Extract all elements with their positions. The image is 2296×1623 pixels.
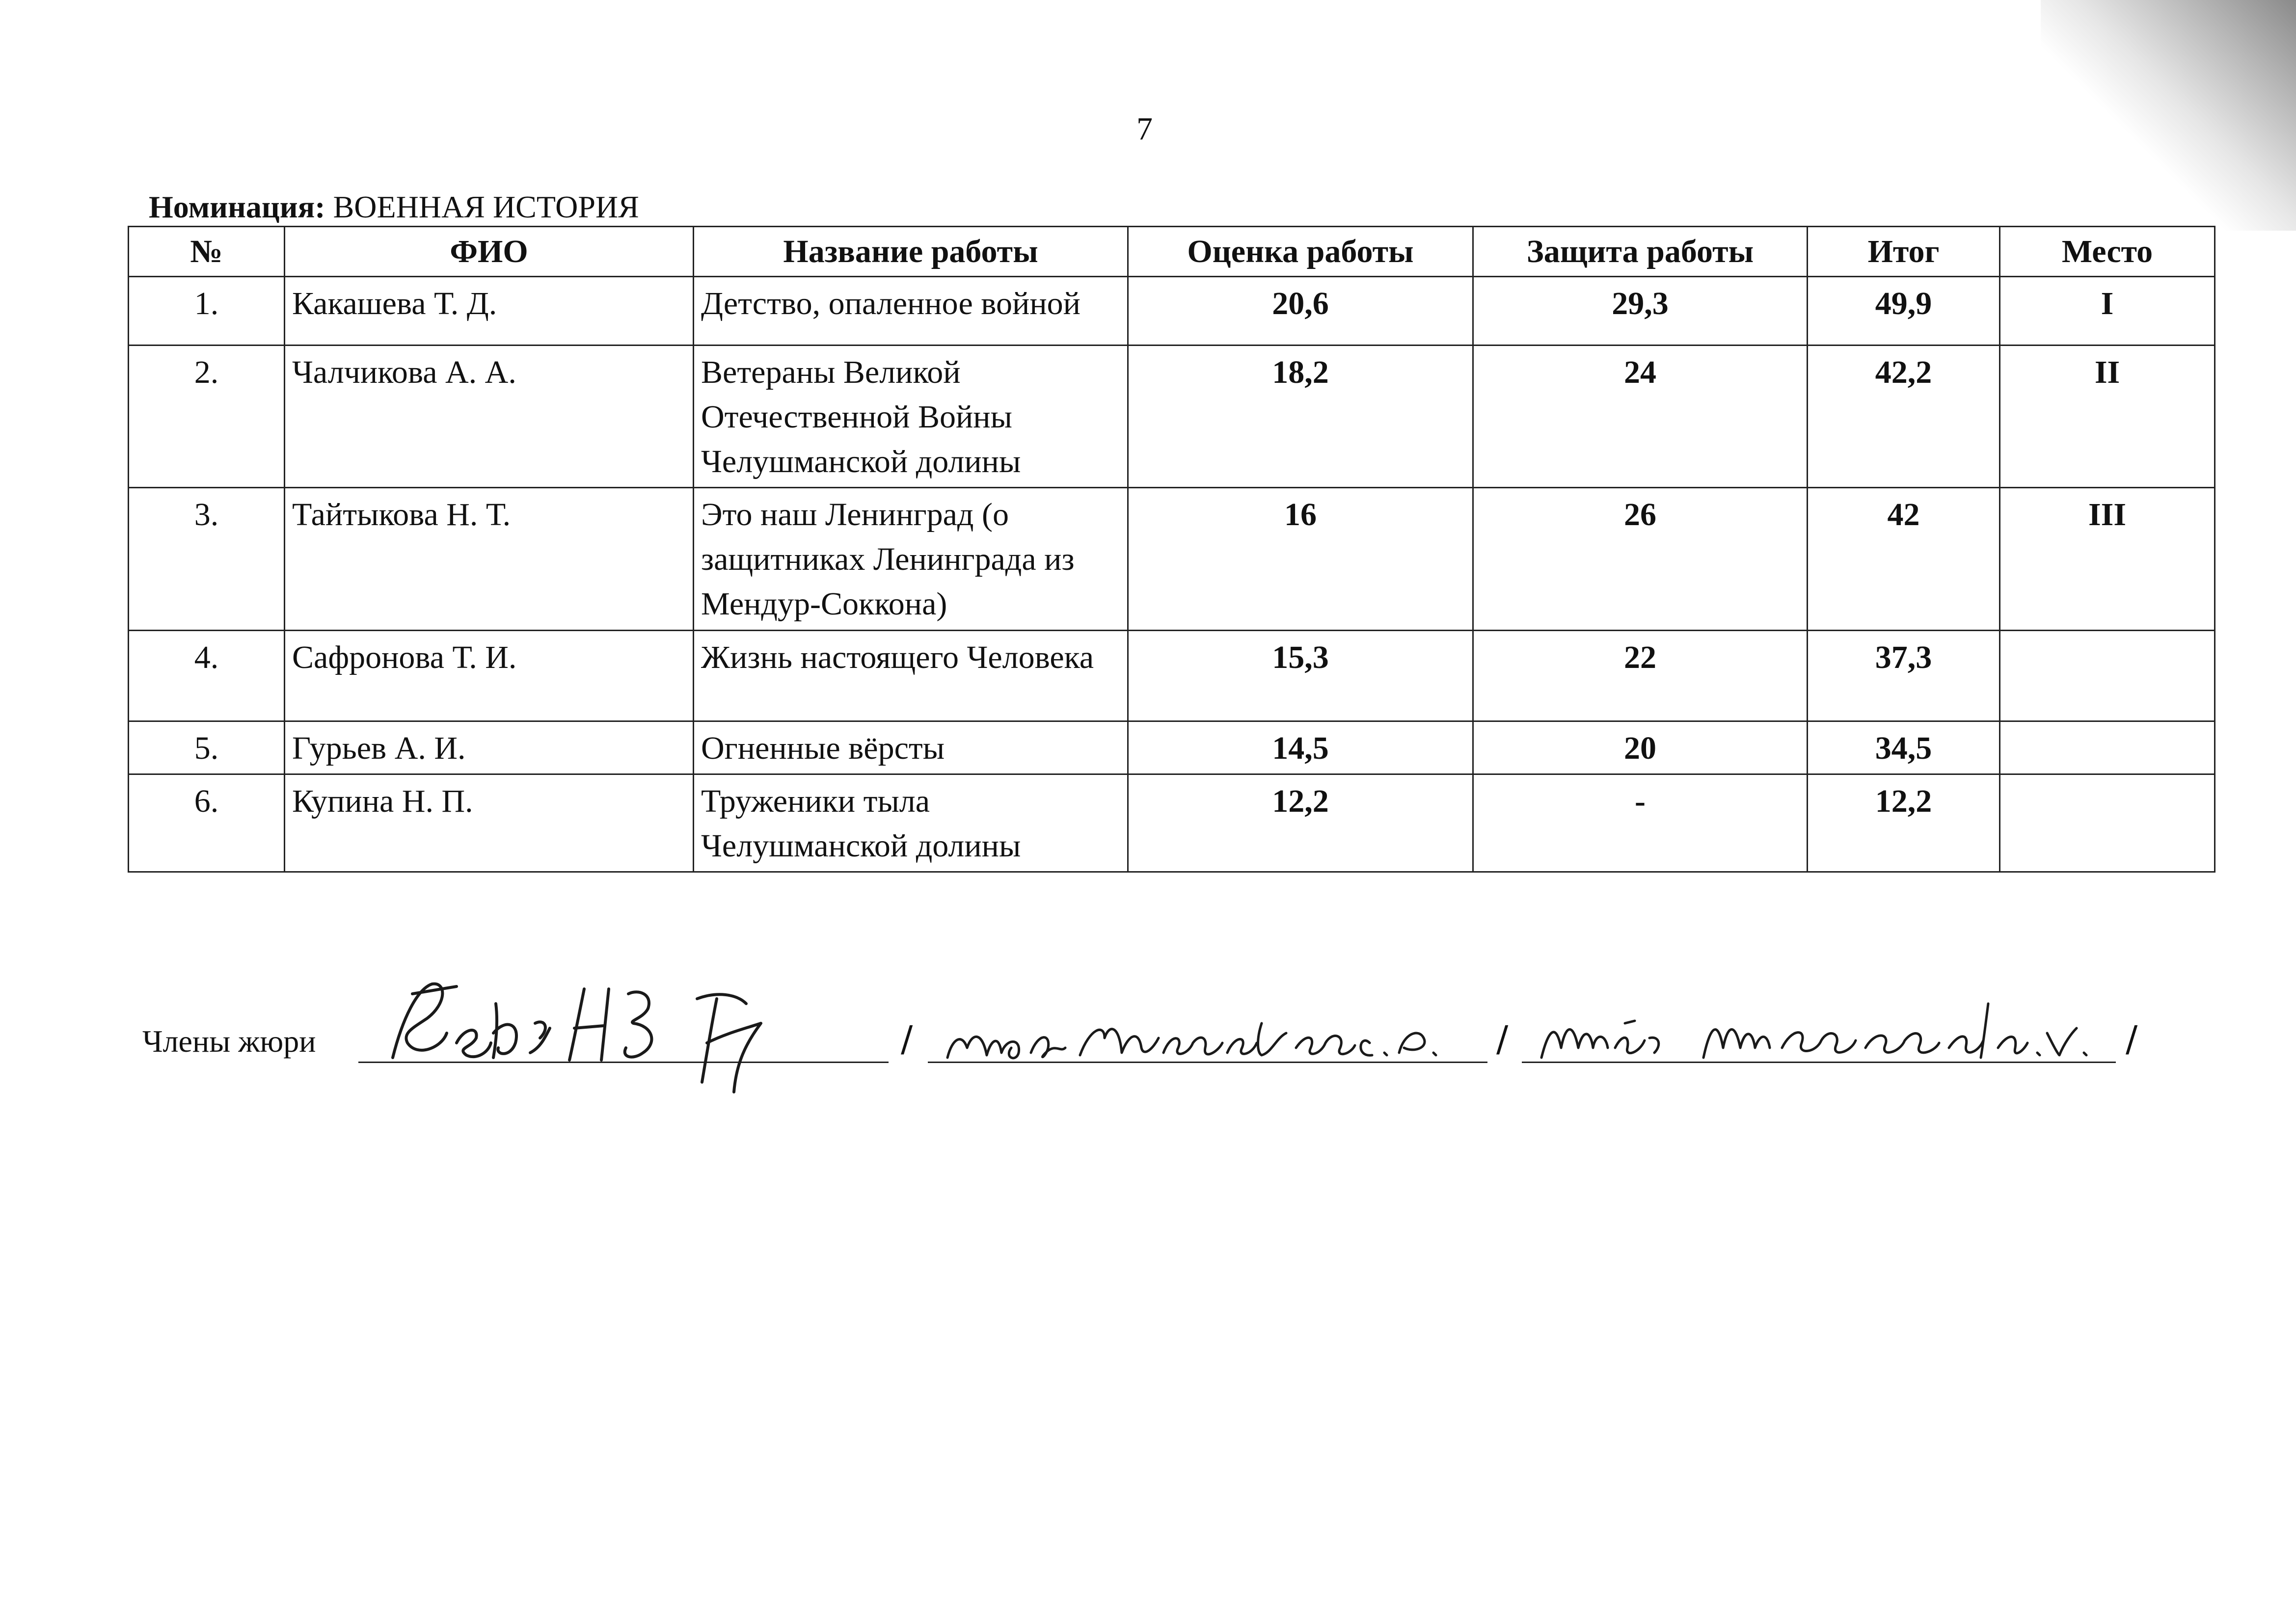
defense-score: 20: [1473, 721, 1808, 774]
page-number: 7: [1136, 111, 1153, 147]
row-number: 4.: [129, 630, 285, 721]
work-score: 15,3: [1128, 630, 1473, 721]
row-number: 3.: [129, 488, 285, 630]
defense-score: 22: [1473, 630, 1808, 721]
header-score: Оценка работы: [1128, 227, 1473, 277]
table-row: [129, 630, 2215, 721]
place: II: [2000, 346, 2215, 488]
handwritten-signature-3: [1527, 974, 2116, 1102]
work-score: 20,6: [1128, 277, 1473, 346]
row-number: 1.: [129, 277, 285, 346]
total-score: 37,3: [1808, 630, 2000, 721]
nomination-value: ВОЕННАЯ ИСТОРИЯ: [333, 189, 639, 224]
row-number: 5.: [129, 721, 285, 774]
participant-name: Купина Н. П.: [285, 774, 694, 872]
place: [2000, 774, 2215, 872]
scanned-corner-shadow: [2041, 0, 2296, 231]
place: [2000, 630, 2215, 721]
signature-separator: /: [901, 1018, 913, 1060]
table-row: [129, 721, 2215, 774]
work-score: 16: [1128, 488, 1473, 630]
total-score: 42: [1808, 488, 2000, 630]
work-title: Огненные вёрсты: [694, 721, 1128, 774]
header-fio: ФИО: [285, 227, 694, 277]
defense-score: 26: [1473, 488, 1808, 630]
work-score: 18,2: [1128, 346, 1473, 488]
header-place: Место: [2000, 227, 2215, 277]
header-total: Итог: [1808, 227, 2000, 277]
work-title: Детство, опаленное войной: [694, 277, 1128, 346]
header-row: [129, 227, 2215, 277]
total-score: 49,9: [1808, 277, 2000, 346]
work-title: Ветераны Великой Отечественной Войны Челушманской долины: [694, 346, 1128, 488]
work-title: Жизнь настоящего Человека: [694, 630, 1128, 721]
results-table: [128, 226, 2215, 873]
participant-name: Гурьев А. И.: [285, 721, 694, 774]
table-row: [129, 346, 2215, 488]
participant-name: Чалчикова А. А.: [285, 346, 694, 488]
table-row: [129, 774, 2215, 872]
row-number: 2.: [129, 346, 285, 488]
defense-score: 24: [1473, 346, 1808, 488]
row-number: 6.: [129, 774, 285, 872]
header-defense: Защита работы: [1473, 227, 1808, 277]
header-number: №: [129, 227, 285, 277]
defense-score: 29,3: [1473, 277, 1808, 346]
jury-label: Члены жюри: [142, 1024, 316, 1059]
total-score: 34,5: [1808, 721, 2000, 774]
total-score: 12,2: [1808, 774, 2000, 872]
work-score: 14,5: [1128, 721, 1473, 774]
work-title: Это наш Ленинград (о защитниках Ленинграда из Мендур-Соккона): [694, 488, 1128, 630]
total-score: 42,2: [1808, 346, 2000, 488]
place: [2000, 721, 2215, 774]
table-row: [129, 277, 2215, 346]
place: I: [2000, 277, 2215, 346]
handwritten-signature-1: [373, 974, 884, 1102]
signature-separator: /: [1496, 1018, 1509, 1060]
participant-name: Какашева Т. Д.: [285, 277, 694, 346]
participant-name: Тайтыкова Н. Т.: [285, 488, 694, 630]
nomination-heading: [149, 189, 639, 225]
nomination-label: Номинация:: [149, 189, 325, 224]
work-score: 12,2: [1128, 774, 1473, 872]
defense-score: -: [1473, 774, 1808, 872]
header-title: Название работы: [694, 227, 1128, 277]
work-title: Труженики тыла Челушманской долины: [694, 774, 1128, 872]
place: III: [2000, 488, 2215, 630]
participant-name: Сафронова Т. И.: [285, 630, 694, 721]
jury-signature-block: [142, 974, 2155, 1102]
signature-separator: /: [2126, 1018, 2138, 1060]
handwritten-signature-2: [933, 974, 1483, 1102]
table-row: [129, 488, 2215, 630]
